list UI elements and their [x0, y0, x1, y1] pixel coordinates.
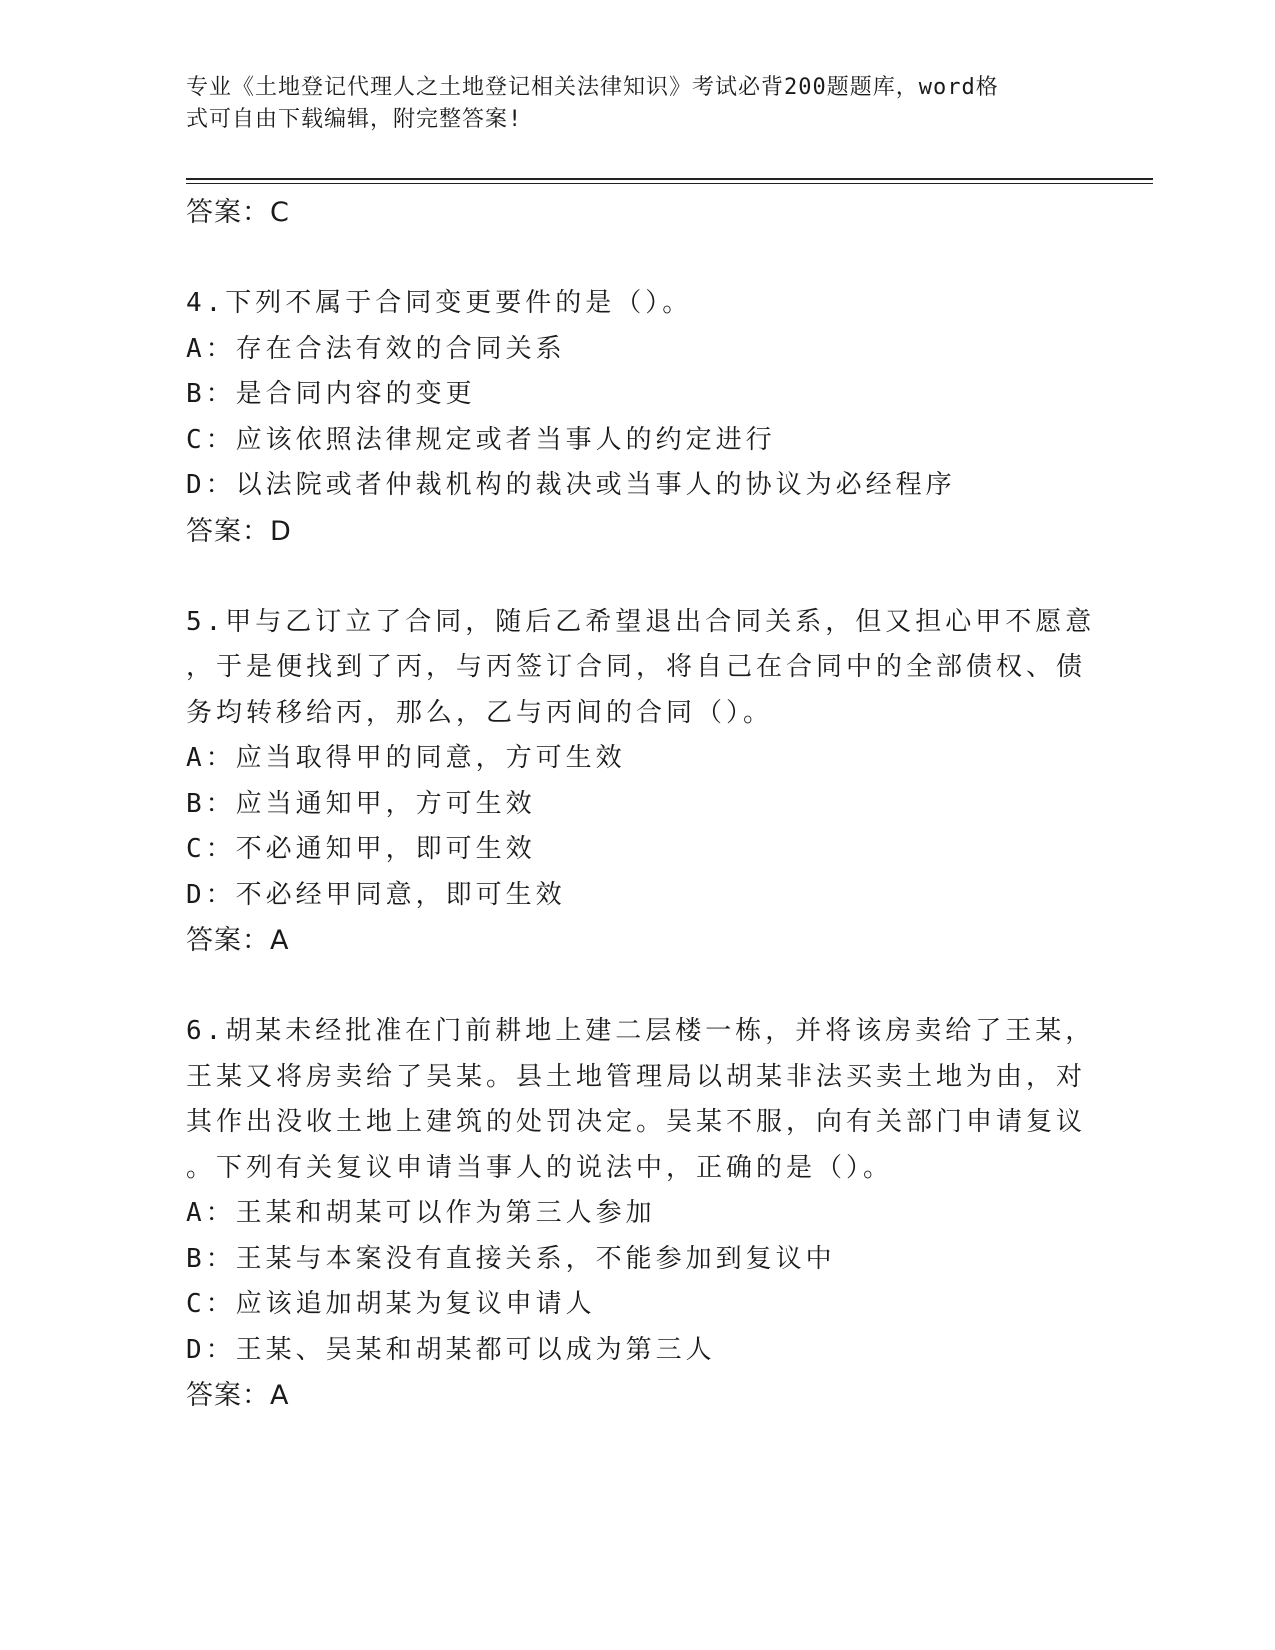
- option-a: A：应当取得甲的同意，方可生效: [186, 743, 626, 773]
- spacer: [186, 964, 1066, 1010]
- question-stem: 4.下列不属于合同变更要件的是（）。: [186, 288, 693, 318]
- option-b: B：应当通知甲，方可生效: [186, 788, 536, 819]
- answer: 答案：D: [186, 515, 292, 547]
- question-5: [186, 600, 1096, 964]
- question-stem-line: 5.甲与乙订立了合同，随后乙希望退出合同关系，但又担心甲不愿意: [186, 606, 1096, 637]
- header-rule-thin: [186, 183, 1153, 184]
- option-d: D：不必经甲同意，即可生效: [186, 879, 566, 910]
- spacer: [186, 236, 1066, 282]
- document-header: [186, 72, 1066, 136]
- spacer: [186, 554, 1066, 600]
- option-b: B：王某与本案没有直接关系，不能参加到复议中: [186, 1243, 836, 1274]
- header-line-1: 专业《土地登记代理人之土地登记相关法律知识》考试必背200题题库，word格: [186, 75, 999, 100]
- header-rule-thick: [186, 178, 1153, 180]
- option-d: D：以法院或者仲裁机构的裁决或当事人的协议为必经程序: [186, 470, 956, 500]
- question-stem-line: 其作出没收土地上建筑的处罚决定。吴某不服，向有关部门申请复议: [186, 1107, 1087, 1137]
- option-a: A：王某和胡某可以作为第三人参加: [186, 1198, 656, 1228]
- question-stem-line: 务均转移给丙，那么，乙与丙间的合同（）。: [186, 697, 774, 728]
- option-d: D：王某、吴某和胡某都可以成为第三人: [186, 1334, 716, 1365]
- question-stem-line: 6.胡某未经批准在门前耕地上建二层楼一栋，并将该房卖给了王某，: [186, 1016, 1096, 1046]
- option-c: C：不必通知甲，即可生效: [186, 834, 536, 864]
- header-line-2: 式可自由下载编辑，附完整答案!: [186, 107, 523, 132]
- answer: 答案：A: [186, 925, 290, 956]
- answer: 答案：A: [186, 1380, 290, 1411]
- question-list: [186, 190, 1096, 1419]
- option-c: C：应该依照法律规定或者当事人的约定进行: [186, 424, 776, 455]
- question-stem-line: 王某又将房卖给了吴某。县土地管理局以胡某非法买卖土地为由，对: [186, 1061, 1087, 1092]
- answer-q3: 答案：C: [186, 197, 290, 228]
- question-stem-line: 。下列有关复议申请当事人的说法中，正确的是（）。: [186, 1152, 894, 1183]
- option-c: C：应该追加胡某为复议申请人: [186, 1289, 596, 1319]
- question-6: [186, 1009, 1096, 1419]
- option-b: B：是合同内容的变更: [186, 379, 476, 409]
- option-a: A：存在合法有效的合同关系: [186, 333, 566, 364]
- question-4: [186, 281, 1066, 554]
- question-stem-line: ，于是便找到了丙，与丙签订合同，将自己在合同中的全部债权、债: [186, 652, 1087, 682]
